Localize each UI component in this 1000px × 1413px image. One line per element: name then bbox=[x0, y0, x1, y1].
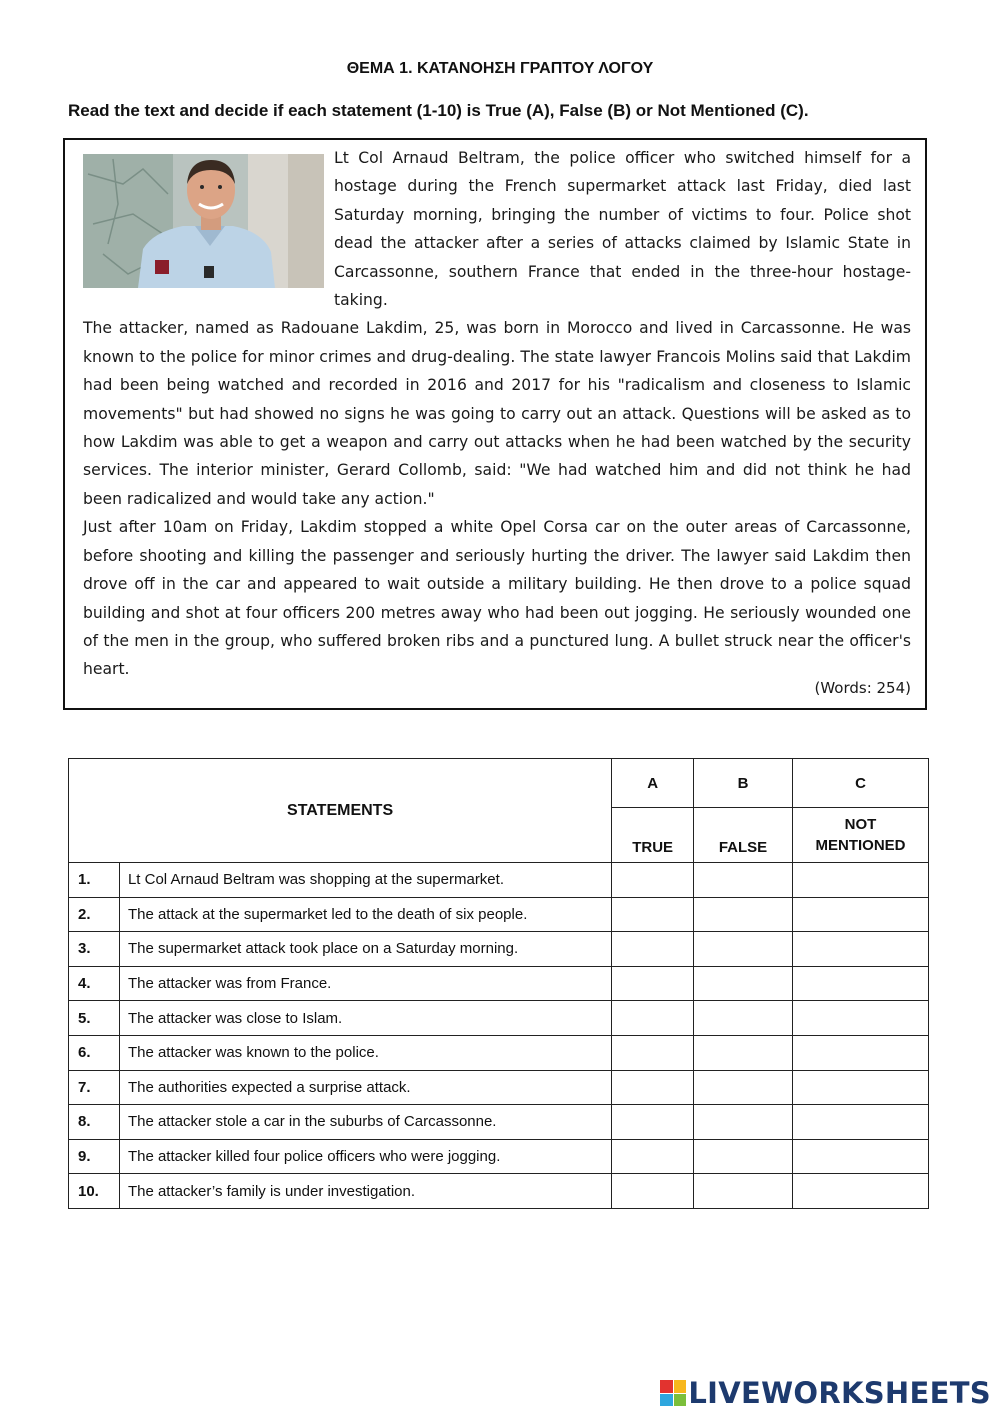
answer-cell-a[interactable] bbox=[612, 863, 694, 898]
reading-passage-box bbox=[63, 138, 927, 710]
officer-photo bbox=[83, 154, 324, 288]
statement-text: The supermarket attack took place on a Saturday morning. bbox=[119, 932, 611, 967]
statement-number: 1. bbox=[69, 863, 120, 898]
answer-cell-c[interactable] bbox=[792, 897, 928, 932]
table-row bbox=[69, 1139, 929, 1174]
answer-cell-a[interactable] bbox=[612, 1070, 694, 1105]
word-count: (Words: 254) bbox=[814, 678, 911, 697]
passage-paragraph: Just after 10am on Friday, Lakdim stopped a white Opel Corsa car on the outer areas of Carcassonne, before shooting and killing the passenger and seriously hurting the driver. The lawyer said Lakdim then drove off in the car and appeared to wait outside a military building. He then drove to a police squad building and shot at four officers 200 metres away who had been out jogging. He seriously wounded one of the men in the group, who suffered broken ribs and a punctured lung. A bullet struck near the officer's heart. bbox=[83, 518, 911, 679]
table-row bbox=[69, 1070, 929, 1105]
statement-text: The attacker was known to the police. bbox=[119, 1035, 611, 1070]
answer-cell-b[interactable] bbox=[694, 1105, 793, 1140]
statement-number: 10. bbox=[69, 1174, 120, 1209]
statement-number: 6. bbox=[69, 1035, 120, 1070]
table-row bbox=[69, 966, 929, 1001]
statement-number: 2. bbox=[69, 897, 120, 932]
statement-text: The attack at the supermarket led to the death of six people. bbox=[119, 897, 611, 932]
statement-text: The attacker was from France. bbox=[119, 966, 611, 1001]
table-row bbox=[69, 1001, 929, 1036]
column-label-true: TRUE bbox=[612, 808, 694, 863]
statement-number: 4. bbox=[69, 966, 120, 1001]
answer-cell-c[interactable] bbox=[792, 932, 928, 967]
answer-cell-a[interactable] bbox=[612, 966, 694, 1001]
table-row bbox=[69, 897, 929, 932]
statement-number: 8. bbox=[69, 1105, 120, 1140]
statements-table bbox=[68, 758, 929, 1209]
answer-cell-b[interactable] bbox=[694, 1001, 793, 1036]
column-letter-c: C bbox=[792, 759, 928, 808]
answer-cell-c[interactable] bbox=[792, 1174, 928, 1209]
answer-cell-a[interactable] bbox=[612, 1035, 694, 1070]
answer-cell-c[interactable] bbox=[792, 1001, 928, 1036]
logo-mark-icon bbox=[660, 1380, 686, 1406]
answer-cell-c[interactable] bbox=[792, 1139, 928, 1174]
instructions: Read the text and decide if each statement (1-10) is True (A), False (B) or Not Mentioned (C). bbox=[68, 101, 809, 120]
table-row bbox=[69, 1105, 929, 1140]
answer-cell-c[interactable] bbox=[792, 1035, 928, 1070]
table-row bbox=[69, 1174, 929, 1209]
column-letter-b: B bbox=[694, 759, 793, 808]
statement-number: 7. bbox=[69, 1070, 120, 1105]
worksheet-heading: ΘΕΜΑ 1. ΚΑΤΑΝΟΗΣΗ ΓΡΑΠΤΟΥ ΛΟΓΟΥ bbox=[346, 60, 654, 77]
liveworksheets-logo bbox=[660, 1376, 991, 1410]
table-row bbox=[69, 932, 929, 967]
answer-cell-b[interactable] bbox=[694, 966, 793, 1001]
table-row bbox=[69, 863, 929, 898]
passage-paragraph: Lt Col Arnaud Beltram, the police officer who switched himself for a hostage during the French supermarket attack last Friday, died last Saturday morning, bringing the number of victims to four. Police shot dead the attacker after a series of attacks claimed by Islamic State in Carcassonne, southern France that ended in the three-hour hostage-taking. bbox=[334, 149, 911, 310]
answer-cell-a[interactable] bbox=[612, 1105, 694, 1140]
answer-cell-c[interactable] bbox=[792, 966, 928, 1001]
statement-text: The attacker’s family is under investigation. bbox=[119, 1174, 611, 1209]
logo-text: LIVEWORKSHEETS bbox=[688, 1376, 991, 1410]
statements-header: STATEMENTS bbox=[69, 759, 612, 863]
column-letter-a: A bbox=[612, 759, 694, 808]
passage-paragraph: The attacker, named as Radouane Lakdim, 25, was born in Morocco and lived in Carcassonne. He was known to the police for minor crimes and drug-dealing. The state lawyer Francois Molins said that Lakdim had been being watched and recorded in 2016 and 2017 for his "radicalism and closeness to Islamic movements" but had showed no signs he was going to carry out an attack. Questions will be asked as to how Lakdim was able to get a weapon and carry out attacks when he had been watched by the security services. The interior minister, Gerard Collomb, said: "We had watched him and did not think he had been radicalized and would take any action." bbox=[83, 319, 911, 508]
statement-text: The attacker killed four police officers who were jogging. bbox=[119, 1139, 611, 1174]
column-label-false: FALSE bbox=[694, 808, 793, 863]
answer-cell-c[interactable] bbox=[792, 1070, 928, 1105]
answer-cell-b[interactable] bbox=[694, 1174, 793, 1209]
answer-cell-a[interactable] bbox=[612, 932, 694, 967]
answer-cell-b[interactable] bbox=[694, 1035, 793, 1070]
answer-cell-c[interactable] bbox=[792, 863, 928, 898]
table-row bbox=[69, 1035, 929, 1070]
answer-cell-b[interactable] bbox=[694, 1070, 793, 1105]
answer-cell-b[interactable] bbox=[694, 897, 793, 932]
answer-cell-a[interactable] bbox=[612, 1001, 694, 1036]
answer-cell-b[interactable] bbox=[694, 1139, 793, 1174]
statement-number: 3. bbox=[69, 932, 120, 967]
answer-cell-b[interactable] bbox=[694, 932, 793, 967]
statement-number: 9. bbox=[69, 1139, 120, 1174]
answer-cell-a[interactable] bbox=[612, 897, 694, 932]
statement-text: The authorities expected a surprise attack. bbox=[119, 1070, 611, 1105]
answer-cell-c[interactable] bbox=[792, 1105, 928, 1140]
statement-text: The attacker was close to Islam. bbox=[119, 1001, 611, 1036]
statement-number: 5. bbox=[69, 1001, 120, 1036]
answer-cell-a[interactable] bbox=[612, 1139, 694, 1174]
statement-text: Lt Col Arnaud Beltram was shopping at the supermarket. bbox=[119, 863, 611, 898]
statement-text: The attacker stole a car in the suburbs of Carcassonne. bbox=[119, 1105, 611, 1140]
answer-cell-b[interactable] bbox=[694, 863, 793, 898]
column-label-not-mentioned: NOT MENTIONED bbox=[792, 808, 928, 863]
answer-cell-a[interactable] bbox=[612, 1174, 694, 1209]
